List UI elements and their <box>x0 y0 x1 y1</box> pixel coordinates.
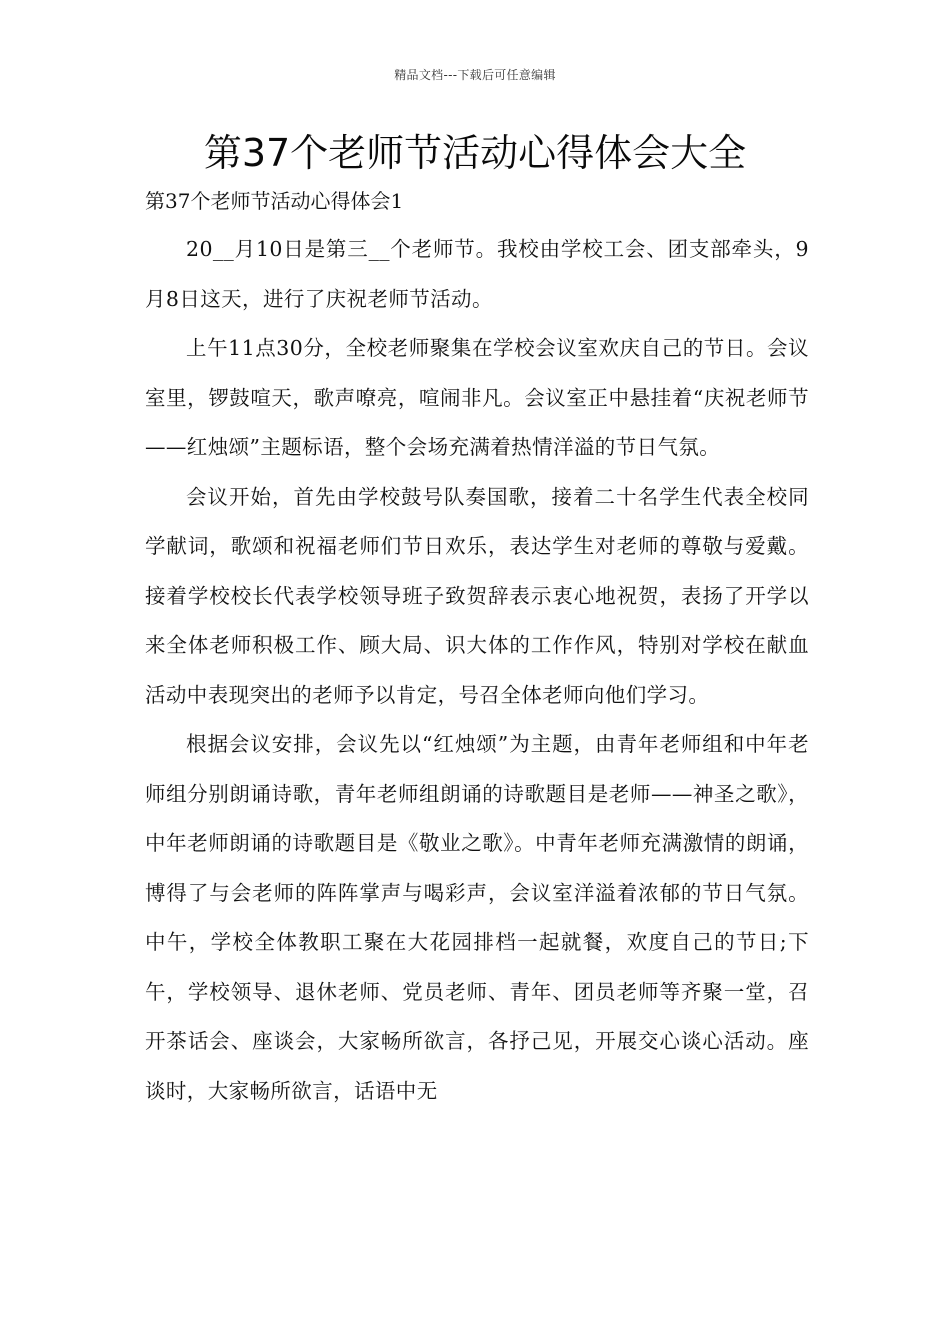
paragraph: 根据会议安排，会议先以“红烛颂”为主题，由青年老师组和中年老师组分别朗诵诗歌，青年老师组朗诵的诗歌题目是老师——神圣之歌》，中年老师朗诵的诗歌题目是《敬业之歌》。中青年老师充满激情的朗诵，博得了与会老师的阵阵掌声与喝彩声，会议室洋溢着浓郁的节日气氛。中午，学校全体教职工聚在大花园排档一起就餐，欢度自己的节日;下午，学校领导、退休老师、党员老师、青年、团员老师等齐聚一堂，召开茶话会、座谈会，大家畅所欲言，各抒己见，开展交心谈心活动。座谈时，大家畅所欲言，话语中无 <box>145 732 809 1103</box>
body-text <box>145 225 809 1116</box>
paragraph: 20__月10日是第三__个老师节。我校由学校工会、团支部牵头，9月8日这天，进行了庆祝老师节活动。 <box>145 237 809 311</box>
paragraph: 会议开始，首先由学校鼓号队奏国歌，接着二十名学生代表全校同学献词，歌颂和祝福老师们节日欢乐，表达学生对老师的尊敬与爱戴。接着学校校长代表学校领导班子致贺辞表示衷心地祝贺，表扬了开学以来全体老师积极工作、顾大局、识大体的工作作风，特别对学校在献血活动中表现突出的老师予以肯定，号召全体老师向他们学习。 <box>145 484 809 707</box>
header-note: 精品文档---下载后可任意编辑 <box>394 68 556 82</box>
page-title: 第37个老师节活动心得体会大全 <box>203 131 747 175</box>
paragraph: 上午11点30分，全校老师聚集在学校会议室欢庆自己的节日。会议室里，锣鼓喧天，歌声嘹亮，喧闹非凡。会议室正中悬挂着“庆祝老师节——红烛颂”主题标语，整个会场充满着热情洋溢的节日气氛。 <box>145 336 809 459</box>
section-heading: 第37个老师节活动心得体会1 <box>145 189 404 213</box>
